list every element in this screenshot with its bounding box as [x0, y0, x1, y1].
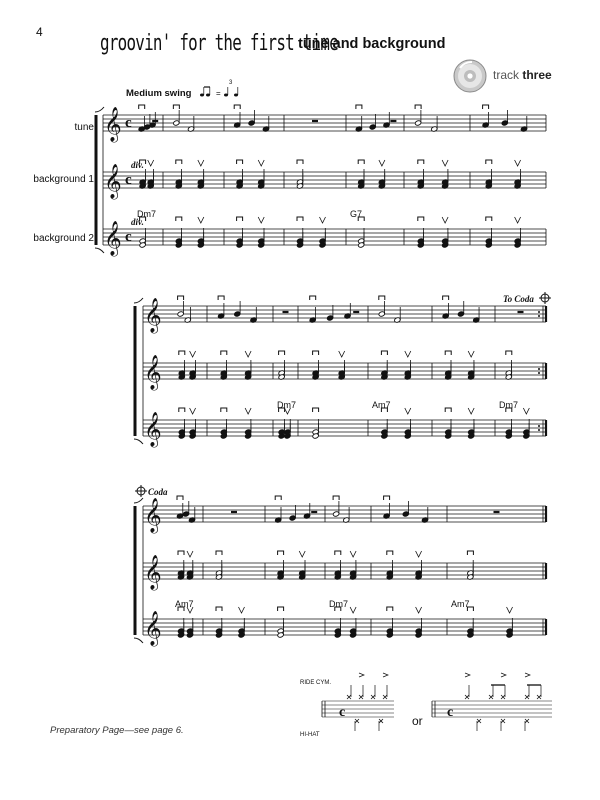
up-bow-mark [515, 217, 521, 223]
down-bow-mark [139, 105, 145, 109]
up-bow-mark [416, 607, 422, 613]
track-prefix: track [493, 68, 520, 82]
down-bow-mark [445, 351, 451, 355]
up-bow-mark [507, 607, 513, 613]
down-bow-mark [443, 296, 449, 300]
up-bow-mark [258, 217, 264, 223]
treble-clef: 𝄞 [144, 498, 162, 533]
up-bow-mark [198, 217, 204, 223]
bracket-cap [134, 298, 143, 303]
down-bow-mark [313, 351, 319, 355]
down-bow-mark [297, 217, 303, 221]
tempo-note [234, 94, 238, 97]
treble-clef: 𝄞 [144, 611, 162, 646]
time-signature: c [125, 115, 132, 131]
down-bow-mark [506, 351, 512, 355]
bracket-cap [134, 638, 143, 643]
time-signature: c [125, 172, 132, 188]
treble-clef: 𝄞 [144, 355, 162, 390]
up-bow-mark [299, 551, 305, 557]
page-number: 4 [36, 25, 43, 39]
down-bow-mark [358, 160, 364, 164]
down-bow-mark [278, 607, 284, 611]
accent-mark [465, 673, 470, 677]
down-bow-mark [237, 217, 243, 221]
up-bow-mark [245, 408, 251, 414]
chord-symbol: Am7 [175, 599, 194, 609]
down-bow-mark [278, 551, 284, 555]
accent-mark [359, 673, 364, 677]
up-bow-mark [148, 160, 154, 166]
track-number: three [522, 68, 552, 82]
down-bow-mark [486, 160, 492, 164]
down-bow-mark [177, 496, 183, 500]
time-signature: c [125, 229, 132, 245]
bracket-cap [134, 439, 143, 444]
up-bow-mark [245, 351, 251, 357]
page-subtitle: tune and background [298, 36, 446, 52]
up-bow-mark [320, 217, 326, 223]
down-bow-mark [179, 408, 185, 412]
down-bow-mark [418, 217, 424, 221]
treble-clef: 𝄞 [104, 107, 122, 142]
bracket-cap [134, 498, 143, 503]
percussion-time-signature: c [447, 705, 454, 720]
down-bow-mark [216, 551, 222, 555]
down-bow-mark [176, 160, 182, 164]
down-bow-mark [445, 408, 451, 412]
treble-clef: 𝄞 [104, 221, 122, 256]
accent-mark [525, 673, 530, 677]
ride-cymbal-label: RIDE CYM. [300, 680, 332, 686]
down-bow-mark [310, 296, 316, 300]
bracket-cap [95, 107, 104, 112]
down-bow-mark [237, 160, 243, 164]
down-bow-mark [234, 105, 240, 109]
down-bow-mark [379, 296, 385, 300]
part-label-background-2: background 2 [33, 233, 94, 244]
div-marking: div. [131, 217, 144, 227]
up-bow-mark [523, 408, 529, 414]
accent-mark [501, 673, 506, 677]
footer-note: Preparatory Page—see page 6. [50, 725, 184, 736]
tempo-marking: Medium swing [126, 88, 192, 99]
up-bow-mark [350, 607, 356, 613]
down-bow-mark [179, 351, 185, 355]
chord-symbol: Dm7 [329, 599, 349, 609]
down-bow-mark [384, 496, 390, 500]
down-bow-mark [381, 351, 387, 355]
repeat-dot [538, 311, 540, 313]
chord-symbol: Dm7 [137, 209, 157, 219]
up-bow-mark [198, 160, 204, 166]
down-bow-mark [387, 607, 393, 611]
triplet-mark: 3 [229, 80, 233, 86]
percussion-time-signature: c [339, 705, 346, 720]
down-bow-mark [279, 351, 285, 355]
down-bow-mark [221, 351, 227, 355]
down-bow-mark [313, 408, 319, 412]
chord-symbol: G7 [350, 209, 363, 219]
chord-symbol: Am7 [451, 599, 470, 609]
repeat-dot [538, 368, 540, 370]
down-bow-mark [467, 551, 473, 555]
down-bow-mark [356, 105, 362, 109]
up-bow-mark [379, 160, 385, 166]
up-bow-mark [190, 351, 196, 357]
repeat-dot [538, 315, 540, 317]
down-bow-mark [486, 217, 492, 221]
repeat-dot [538, 429, 540, 431]
down-bow-mark [297, 160, 303, 164]
up-bow-mark [405, 408, 411, 414]
part-label-background-1: background 1 [33, 174, 94, 185]
or-text: or [412, 714, 423, 728]
treble-clef: 𝄞 [144, 555, 162, 590]
down-bow-mark [178, 551, 184, 555]
up-bow-mark [187, 551, 193, 557]
up-bow-mark [405, 351, 411, 357]
repeat-dot [538, 425, 540, 427]
up-bow-mark [350, 551, 356, 557]
down-bow-mark [221, 408, 227, 412]
down-bow-mark [483, 105, 489, 109]
down-bow-mark [275, 496, 281, 500]
up-bow-mark [442, 160, 448, 166]
tempo-note [224, 94, 228, 97]
tempo-equals: = [216, 89, 221, 98]
down-bow-mark [387, 551, 393, 555]
down-bow-mark [418, 160, 424, 164]
repeat-dot [538, 372, 540, 374]
up-bow-mark [258, 160, 264, 166]
down-bow-mark [335, 551, 341, 555]
down-bow-mark [173, 105, 179, 109]
down-bow-mark [216, 607, 222, 611]
up-bow-mark [239, 607, 245, 613]
chord-symbol: Dm7 [277, 400, 297, 410]
coda-heading: Coda [148, 487, 168, 497]
down-bow-mark [178, 296, 184, 300]
tempo-note [200, 94, 204, 97]
up-bow-mark [442, 217, 448, 223]
bracket-cap [95, 248, 104, 253]
down-bow-mark [415, 105, 421, 109]
up-bow-mark [339, 351, 345, 357]
chord-symbol: Dm7 [499, 400, 519, 410]
down-bow-mark [333, 496, 339, 500]
accent-mark [383, 673, 388, 677]
treble-clef: 𝄞 [144, 412, 162, 447]
hi-hat-label: HI-HAT [300, 732, 320, 738]
down-bow-mark [218, 296, 224, 300]
up-bow-mark [468, 351, 474, 357]
up-bow-mark [416, 551, 422, 557]
chord-symbol: Am7 [372, 400, 391, 410]
page-title: groovin' for the first time [100, 31, 339, 56]
up-bow-mark [515, 160, 521, 166]
tempo-note [206, 94, 210, 97]
up-bow-mark [190, 408, 196, 414]
part-label-tune: tune [74, 122, 94, 133]
up-bow-mark [468, 408, 474, 414]
to-coda-marking: To Coda [503, 294, 534, 304]
treble-clef: 𝄞 [144, 298, 162, 333]
down-bow-mark [176, 217, 182, 221]
treble-clef: 𝄞 [104, 164, 122, 199]
div-marking: div. [131, 160, 144, 170]
